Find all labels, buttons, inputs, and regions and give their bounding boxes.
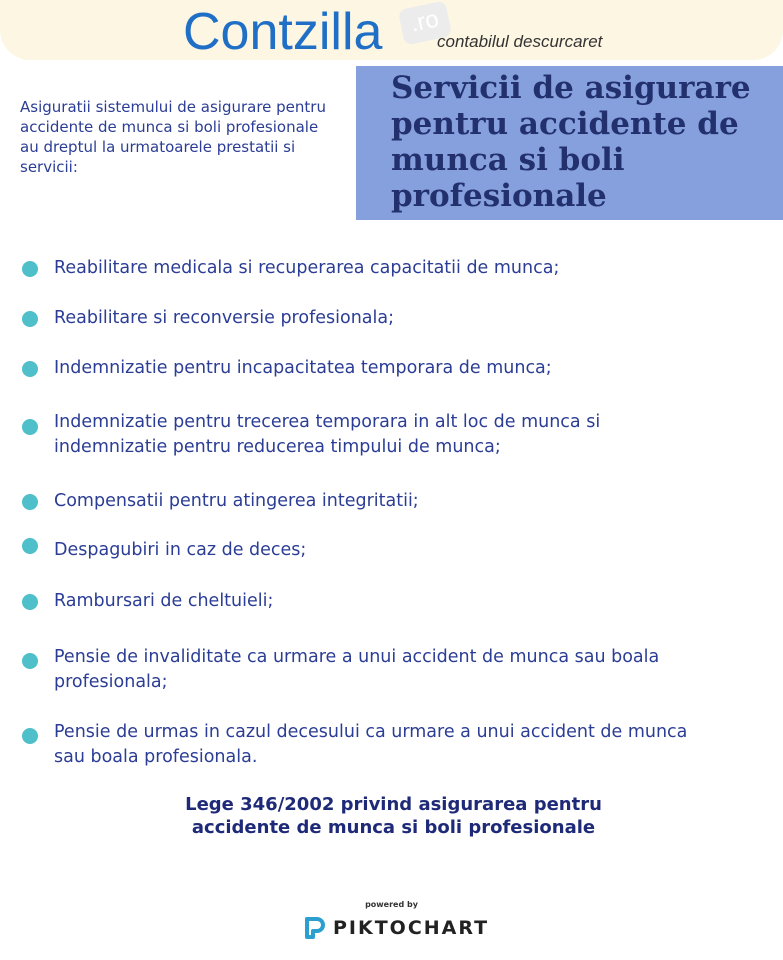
law-reference: Lege 346/2002 privind asigurarea pentru accidente de munca si boli profesionale [185,794,602,838]
bullet-icon [22,653,38,669]
list-item-text: Indemnizatie pentru trecerea temporara in alt loc de munca si indemnizatie pentru reducerea timpului de munca; [54,412,601,457]
list-item-text: Indemnizatie pentru incapacitatea temporara de munca; [54,358,552,378]
bullet-icon [22,361,38,377]
piktochart-logo[interactable]: PIKTOCHART [333,917,490,939]
brand-logo[interactable]: Contzilla [183,3,383,61]
list-item-text: Compensatii pentru atingerea integritatii; [54,491,419,511]
brand-tld-badge: .ro [398,0,452,45]
bullet-icon [22,261,38,277]
list-item-text: Pensie de urmas in cazul decesului ca urmare a unui accident de munca sau boala profesionala. [54,722,688,767]
bullet-icon [22,538,38,554]
list-item-text: Reabilitare medicala si recuperarea capacitatii de munca; [54,258,560,278]
header-banner [0,0,783,60]
list-item-text: Despagubiri in caz de deces; [54,540,307,560]
list-item-text: Pensie de invaliditate ca urmare a unui accident de munca sau boala profesionala; [54,647,660,692]
intro-text: Asiguratii sistemului de asigurare pentru accidente de munca si boli profesionale au dreptul la urmatoarele prestatii si servicii: [20,98,326,176]
piktochart-logo-icon [304,916,326,940]
title-panel [356,66,783,220]
bullet-icon [22,728,38,744]
page-title: Servicii de asigurare pentru accidente de munca si boli profesionale [391,70,751,214]
list-item-text: Rambursari de cheltuieli; [54,591,274,611]
powered-by-label: powered by [365,900,418,909]
bullet-icon [22,494,38,510]
bullet-icon [22,311,38,327]
bullet-icon [22,594,38,610]
bullet-icon [22,419,38,435]
list-item-text: Reabilitare si reconversie profesionala; [54,308,394,328]
brand-tagline: contabilul descurcaret [437,32,603,51]
